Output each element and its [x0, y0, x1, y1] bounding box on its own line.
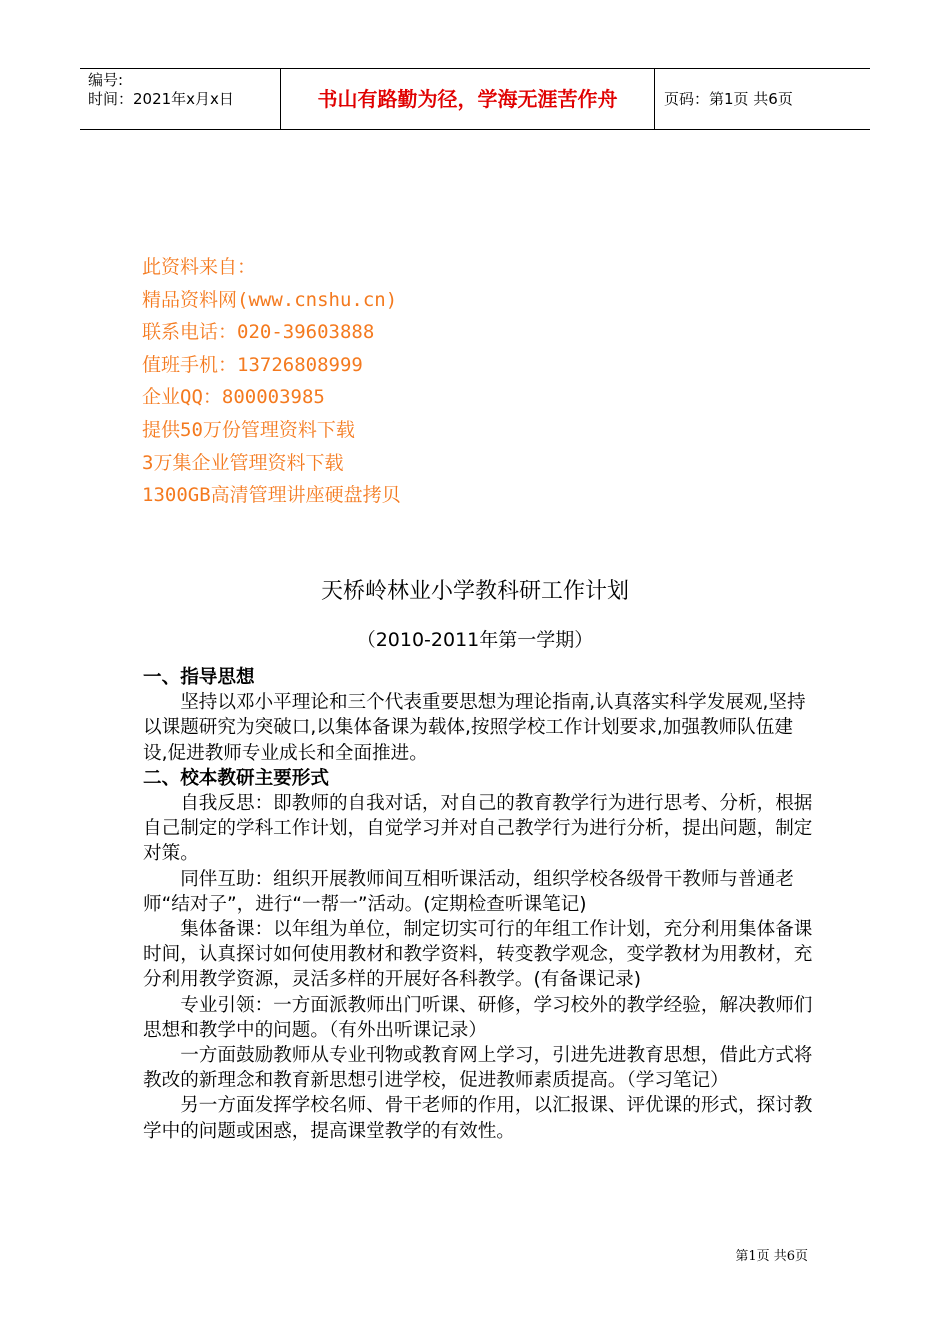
source-line: 1300GB高清管理讲座硬盘拷贝	[142, 484, 401, 507]
source-line: 企业QQ：800003985	[142, 386, 325, 409]
document-subtitle: （2010-2011年第一学期）	[356, 629, 594, 651]
paragraph: 坚持以邓小平理论和三个代表重要思想为理论指南,认真落实科学发展观,坚持以课题研究为突破口,以集体备课为载体,按照学校工作计划要求,加强教师队伍建设,促进教师专业成长和全面推进。	[143, 692, 806, 764]
source-line: 值班手机：13726808999	[142, 353, 363, 376]
time-label: 时间：2021年x月x日	[88, 90, 234, 108]
document-title: 天桥岭林业小学教科研工作计划	[320, 579, 629, 604]
paragraph: 同伴互助：组织开展教师间互相听课活动，组织学校各级骨干教师与普通老师“结对子”，进行“一帮一”活动。(定期检查听课笔记)	[143, 868, 794, 915]
header-motto: 书山有路勤为径，学海无涯苦作舟	[317, 87, 618, 111]
page-header	[80, 68, 870, 130]
source-info-block	[142, 251, 401, 512]
section-heading: 二、校本教研主要形式	[143, 767, 329, 789]
source-line: 此资料来自：	[142, 256, 257, 278]
header-page-info: 页码：第1页 共6页	[664, 90, 793, 108]
header-divider	[654, 69, 655, 129]
source-line: 联系电话：020-39603888	[142, 321, 375, 344]
document-body	[143, 665, 813, 1144]
paragraph: 自我反思：即教师的自我对话，对自己的教育教学行为进行思考、分析，根据自己制定的学科工作计划，自觉学习并对自己教学行为进行分析，提出问题，制定对策。	[143, 793, 813, 865]
paragraph: 集体备课：以年组为单位，制定切实可行的年组工作计划，充分利用集体备课时间，认真探讨如何使用教材和教学资料，转变教学观念，变学教材为用教材，充分利用教学资源，灵活多样的开展好各科教学。(有备课记录)	[143, 919, 813, 991]
page-footer: 第1页 共6页	[735, 1249, 808, 1264]
source-line: 提供50万份管理资料下载	[142, 418, 355, 441]
section-heading: 一、指导思想	[143, 667, 255, 688]
source-line: 3万集企业管理资料下载	[142, 451, 344, 474]
number-label: 编号:	[88, 71, 124, 89]
paragraph: 一方面鼓励教师从专业刊物或教育网上学习，引进先进教育思想，借此方式将教改的新理念和教育新思想引进学校，促进教师素质提高。（学习笔记）	[143, 1045, 813, 1092]
paragraph: 另一方面发挥学校名师、骨干老师的作用，以汇报课、评优课的形式，探讨教学中的问题或困惑，提高课堂教学的有效性。	[143, 1095, 813, 1142]
header-meta	[88, 71, 234, 109]
paragraph: 专业引领：一方面派教师出门听课、研修，学习校外的教学经验，解决教师们思想和教学中的问题。（有外出听课记录）	[143, 994, 813, 1041]
source-line: 精品资料网(www.cnshu.cn)	[142, 288, 398, 311]
